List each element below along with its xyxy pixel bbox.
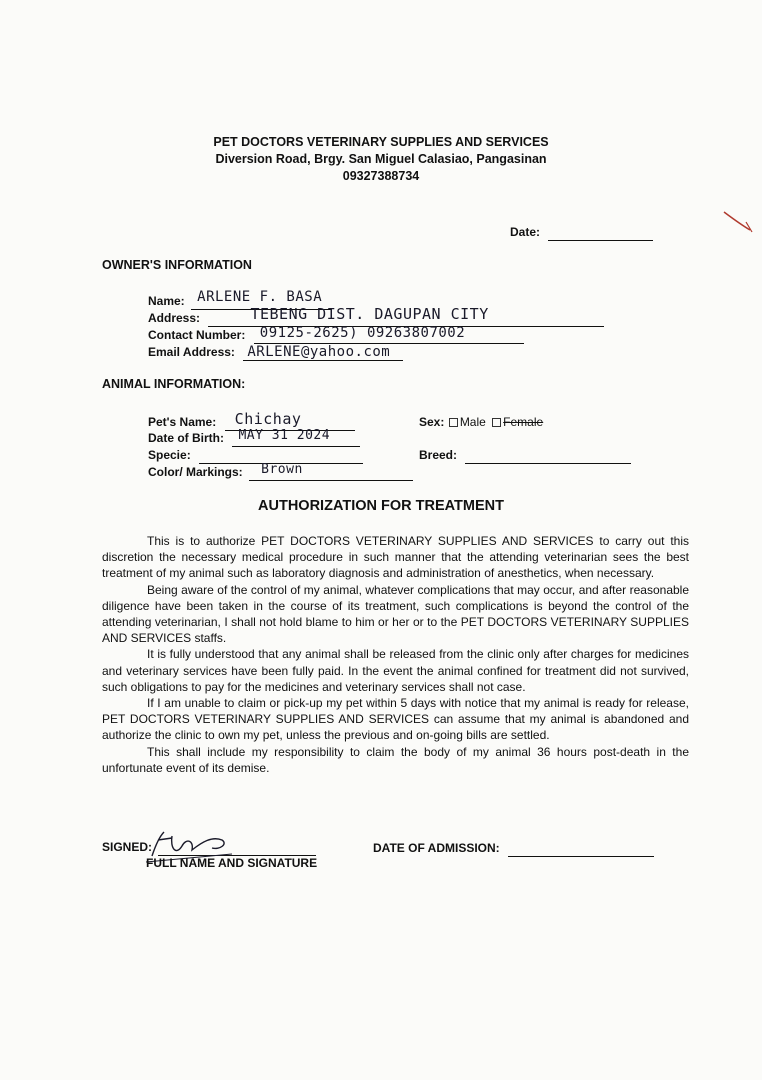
sex-male-label: Male bbox=[459, 415, 486, 429]
dob-value: MAY 31 2024 bbox=[238, 428, 331, 443]
authorization-paragraph: If I am unable to claim or pick-up my pet within 5 days with notice that my animal is ready for release, PET DOCTORS VETERINARY SUPPLIES AND SERVICES can assume that my animal is abandoned and authorize the clinic to own my pet, unless the previous and on-going bills are settled. bbox=[102, 696, 689, 743]
sex-row bbox=[419, 413, 543, 431]
breed-field[interactable] bbox=[465, 451, 631, 464]
date-label: Date: bbox=[510, 225, 541, 239]
specie-label: Specie: bbox=[148, 448, 191, 462]
authorization-paragraph: It is fully understood that any animal shall be released from the clinic only after charges for medicines and veterinary services have been fully paid. In the event the animal confined for treatment did not survived, such obligations to pay for the medicines and veterinary services shall not case. bbox=[102, 647, 689, 694]
pet-name-value: Chichay bbox=[234, 410, 302, 428]
owner-contact-value: 09125-2625) 09263807002 bbox=[259, 325, 466, 341]
color-field[interactable] bbox=[249, 462, 413, 481]
authorization-paragraph: This shall include my responsibility to claim the body of my animal 36 hours post-death in the unfortunate event of its demise. bbox=[102, 744, 689, 775]
owner-email-value: ARLENE@yahoo.com bbox=[247, 344, 391, 360]
authorization-body bbox=[102, 533, 689, 776]
owner-email-label: Email Address: bbox=[148, 345, 235, 359]
owner-name-label: Name: bbox=[148, 294, 185, 308]
sex-options bbox=[449, 415, 543, 429]
dob-label: Date of Birth: bbox=[148, 431, 224, 445]
dob-row bbox=[148, 429, 360, 447]
authorization-paragraph: This is to authorize PET DOCTORS VETERINARY SUPPLIES AND SERVICES to carry out this discretion the necessary medical procedure in such manner that the attending veterinarian sees the best treatment of my animal such as laboratory diagnosis and administration of anesthetics, when necessary. bbox=[102, 534, 689, 581]
owner-name-value: ARLENE F. BASA bbox=[197, 289, 323, 305]
authorization-title: AUTHORIZATION FOR TREATMENT bbox=[258, 498, 504, 514]
sex-label: Sex: bbox=[419, 415, 445, 429]
color-row bbox=[148, 463, 413, 481]
owner-email-row bbox=[148, 343, 403, 361]
owner-contact-label: Contact Number: bbox=[148, 328, 246, 342]
admission-label: DATE OF ADMISSION: bbox=[373, 841, 500, 855]
owner-email-field[interactable] bbox=[243, 344, 403, 361]
breed-row bbox=[419, 446, 631, 464]
animal-section-title: ANIMAL INFORMATION: bbox=[102, 377, 246, 391]
full-name-caption: FULL NAME AND SIGNATURE bbox=[146, 856, 318, 870]
admission-row bbox=[373, 839, 654, 857]
signed-label: SIGNED: bbox=[102, 840, 153, 854]
date-row bbox=[510, 223, 653, 241]
owner-address-value: TEBENG DIST. DAGUPAN CITY bbox=[250, 305, 489, 323]
pet-name-label: Pet's Name: bbox=[148, 415, 217, 429]
business-address: Diversion Road, Brgy. San Miguel Calasiao, Pangasinan bbox=[215, 152, 547, 166]
business-name: PET DOCTORS VETERINARY SUPPLIES AND SERVICES bbox=[213, 135, 549, 149]
sex-male-checkbox[interactable] bbox=[449, 418, 458, 427]
owner-section-title: OWNER'S INFORMATION bbox=[102, 258, 252, 272]
authorization-paragraph: Being aware of the control of my animal, whatever complications that may occur, and after reasonable diligence have been taken in the course of its treatment, such complications is beyond the control of the attending veterinarian, I shall not hold blame to him or her or to the PET DOCTORS VETERINARY SUPPLIES AND SERVICES staffs. bbox=[102, 582, 689, 646]
date-field[interactable] bbox=[548, 228, 653, 241]
admission-field[interactable] bbox=[508, 844, 654, 857]
specie-row bbox=[148, 446, 363, 464]
breed-label: Breed: bbox=[419, 448, 458, 462]
owner-address-label: Address: bbox=[148, 311, 201, 325]
letterhead bbox=[0, 134, 762, 185]
sex-female-checkbox[interactable] bbox=[492, 418, 501, 427]
red-tick-mark bbox=[722, 208, 754, 236]
owner-contact-row bbox=[148, 326, 524, 344]
business-phone: 09327388734 bbox=[342, 169, 420, 183]
color-label: Color/ Markings: bbox=[148, 465, 243, 479]
color-value: Brown bbox=[261, 462, 303, 477]
sex-female-label: Female bbox=[503, 415, 544, 429]
